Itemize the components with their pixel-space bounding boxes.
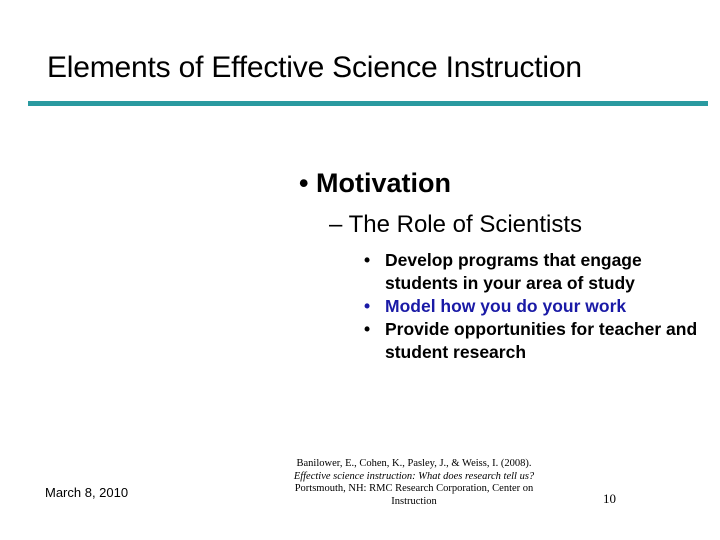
bullet-level-2-text: The Role of Scientists <box>348 211 583 238</box>
bullet-level-3-text: Develop programs that engage students in your area of study <box>385 250 642 293</box>
bullet-level-3-list <box>364 249 709 364</box>
bullet-level-1-text: Motivation <box>315 168 451 198</box>
bullet-level-1-marker: • <box>299 168 309 198</box>
bullet-level-3-item <box>364 295 709 318</box>
bullet-level-2-marker: – <box>329 211 343 238</box>
citation-authors: Banilower, E., Cohen, K., Pasley, J., & Weiss, I. (2008). <box>296 458 532 469</box>
bullet-level-3-text: Provide opportunities for teacher and student research <box>385 319 698 362</box>
footer-citation <box>289 458 539 508</box>
page-number: 10 <box>603 491 616 506</box>
bullet-level-3-item <box>364 318 709 364</box>
bullet-level-3-marker: • <box>364 319 371 339</box>
bullet-level-1 <box>299 166 451 200</box>
bullet-level-3-text: Model how you do your work <box>385 296 627 316</box>
footer-date: March 8, 2010 <box>45 485 129 500</box>
bullet-level-2 <box>329 210 582 240</box>
bullet-level-3-marker: • <box>364 296 371 316</box>
bullet-level-3-item <box>364 249 709 295</box>
citation-title: Effective science instruction: What does research tell us? <box>293 470 535 482</box>
bullet-level-3-marker: • <box>364 250 371 270</box>
slide-title: Elements of Effective Science Instruction <box>47 51 582 84</box>
citation-publisher: Portsmouth, NH: RMC Research Corporation, Center on Instruction <box>294 483 534 507</box>
title-divider <box>28 101 708 106</box>
